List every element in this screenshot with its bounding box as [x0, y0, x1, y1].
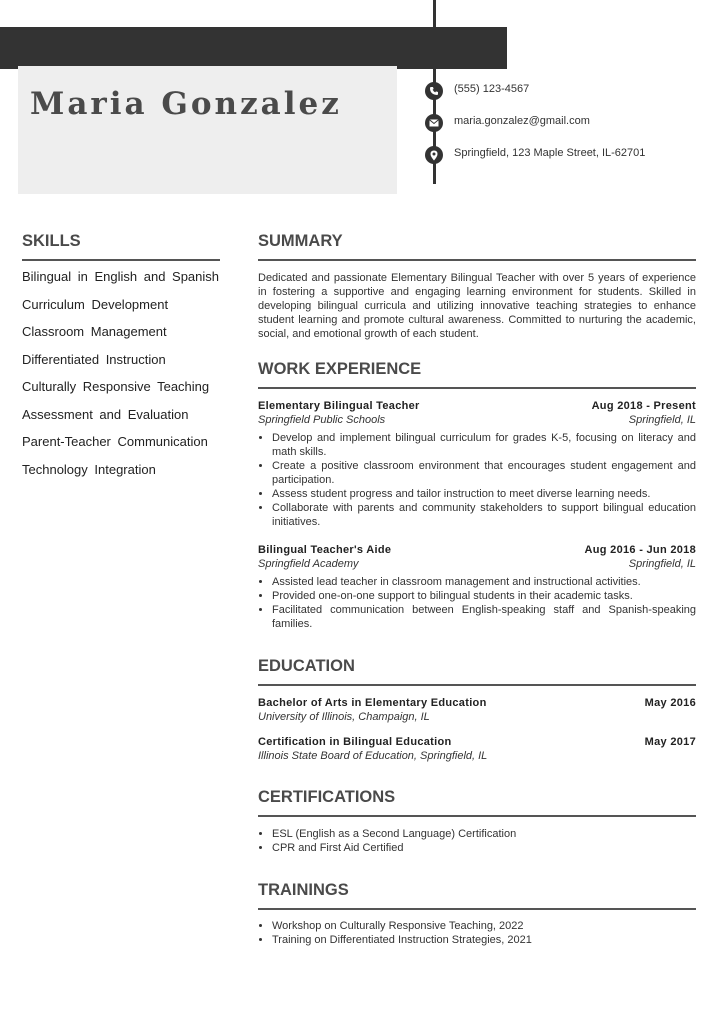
skills-list [22, 270, 220, 477]
job-bullets [258, 431, 696, 529]
education-heading: EDUCATION [258, 657, 355, 675]
experience-section [258, 358, 696, 631]
skill-item: Technology Integration [22, 461, 156, 477]
trainings-divider [258, 908, 696, 910]
left-column [22, 230, 220, 490]
skill-item: Assessment and Evaluation [22, 406, 189, 422]
summary-section [258, 230, 696, 341]
skill-item: Culturally Responsive Teaching [22, 379, 210, 394]
job-bullet: • Facilitated communication between English-speaking staff and Spanish-speaking families. [272, 603, 696, 631]
contact-address: Springfield, 123 Maple Street, IL-62701 [454, 147, 646, 159]
degree-date: May 2017 [644, 736, 696, 748]
school-name: Illinois State Board of Education, Springfield, IL [258, 750, 488, 762]
training-item: • Workshop on Culturally Responsive Teaching, 2022 [272, 919, 696, 933]
education-entry [258, 696, 696, 724]
contact-phone: (555) 123-4567 [454, 83, 530, 95]
education-section [258, 655, 696, 763]
header-bar [0, 27, 507, 69]
skills-heading: SKILLS [22, 232, 81, 250]
skill-item: Parent-Teacher Communication [22, 434, 208, 449]
experience-heading: WORK EXPERIENCE [258, 360, 422, 378]
summary-heading: SUMMARY [258, 232, 343, 250]
trainings-list [258, 919, 696, 947]
job-location: Springfield, IL [628, 414, 696, 426]
job-bullet: • Collaborate with parents and community stakeholders to support bilingual education initiatives. [272, 501, 696, 529]
certifications-list [258, 827, 696, 855]
job-bullet: • Develop and implement bilingual curriculum for grades K-5, focusing on literacy and math skills. [272, 431, 696, 459]
right-column [258, 230, 696, 947]
skills-divider [22, 259, 220, 261]
experience-divider [258, 387, 696, 389]
job-bullet: • Assess student progress and tailor instruction to meet diverse learning needs. [272, 487, 696, 501]
job-location: Springfield, IL [628, 558, 696, 570]
job-entry [258, 399, 696, 529]
skill-item: Differentiated Instruction [22, 351, 166, 367]
contact-email[interactable]: maria.gonzalez@gmail.com [454, 115, 590, 127]
trainings-section [258, 879, 696, 947]
job-bullet: • Assisted lead teacher in classroom management and instructional activities. [272, 575, 696, 589]
trainings-heading: TRAININGS [258, 881, 349, 899]
education-divider [258, 684, 696, 686]
job-bullet: • Provided one-on-one support to bilingual students in their academic tasks. [272, 589, 696, 603]
candidate-name: Maria Gonzalez [30, 86, 342, 122]
job-title: Elementary Bilingual Teacher [258, 400, 420, 412]
training-item: • Training on Differentiated Instruction Strategies, 2021 [272, 933, 696, 947]
certification-item: • ESL (English as a Second Language) Certification [272, 827, 696, 841]
job-bullets [258, 575, 696, 631]
education-entry [258, 735, 696, 763]
degree-date: May 2016 [644, 697, 696, 709]
job-bullet: • Create a positive classroom environment that encourages student engagement and participation. [272, 459, 696, 487]
degree-title: Bachelor of Arts in Elementary Education [258, 697, 487, 709]
job-title: Bilingual Teacher's Aide [258, 544, 392, 556]
degree-title: Certification in Bilingual Education [258, 736, 452, 748]
job-org: Springfield Academy [258, 558, 359, 570]
school-name: University of Illinois, Champaign, IL [258, 711, 430, 723]
email-icon [425, 114, 443, 132]
summary-text: Dedicated and passionate Elementary Bilingual Teacher with over 5 years of experience in fostering a supportive and engaging learning environment for students. Skilled in developing bilingual curricula and utilizing innovative teaching strategies to enhance student learning and promote cultural awareness. Committed to nurturing the academic, social, and emotional growth of each student. [258, 272, 696, 340]
job-org: Springfield Public Schools [258, 414, 386, 426]
job-entry [258, 543, 696, 631]
certification-item: • CPR and First Aid Certified [272, 841, 696, 855]
certifications-heading: CERTIFICATIONS [258, 788, 396, 806]
skill-item: Bilingual in English and Spanish [22, 269, 220, 284]
summary-divider [258, 259, 696, 261]
phone-icon [425, 82, 443, 100]
skill-item: Classroom Management [22, 324, 167, 339]
certifications-divider [258, 815, 696, 817]
job-dates: Aug 2016 - Jun 2018 [584, 544, 696, 556]
job-dates: Aug 2018 - Present [591, 400, 696, 412]
skill-item: Curriculum Development [22, 296, 169, 312]
location-icon [425, 146, 443, 164]
certifications-section [258, 786, 696, 855]
